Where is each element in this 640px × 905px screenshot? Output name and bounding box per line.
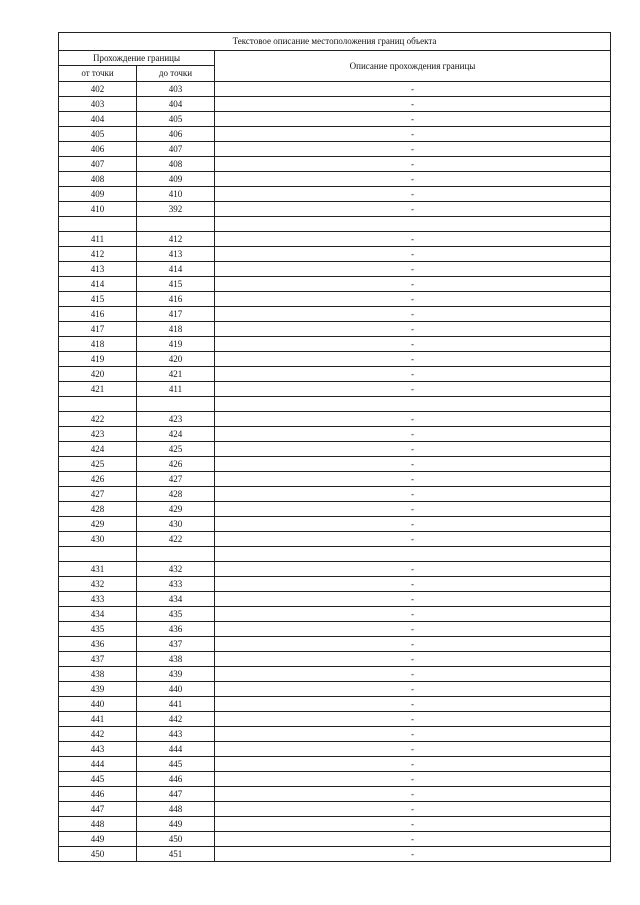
table-row bbox=[59, 202, 611, 217]
from-point-cell: 405 bbox=[59, 127, 137, 142]
from-point-cell bbox=[59, 397, 137, 412]
to-point-cell: 419 bbox=[137, 337, 215, 352]
description-cell bbox=[215, 397, 611, 412]
to-point-cell: 420 bbox=[137, 352, 215, 367]
description-cell: - bbox=[215, 427, 611, 442]
description-cell: - bbox=[215, 577, 611, 592]
from-point-cell: 414 bbox=[59, 277, 137, 292]
to-point-cell: 422 bbox=[137, 532, 215, 547]
boundary-passage-header: Прохождение границы bbox=[59, 51, 215, 66]
table-row bbox=[59, 697, 611, 712]
separator-row bbox=[59, 217, 611, 232]
to-point-cell: 425 bbox=[137, 442, 215, 457]
table-row bbox=[59, 352, 611, 367]
to-point-cell: 416 bbox=[137, 292, 215, 307]
description-cell: - bbox=[215, 817, 611, 832]
to-point-cell: 428 bbox=[137, 487, 215, 502]
to-point-cell: 392 bbox=[137, 202, 215, 217]
table-body bbox=[59, 82, 611, 862]
to-point-cell: 418 bbox=[137, 322, 215, 337]
table-row bbox=[59, 142, 611, 157]
from-point-cell: 406 bbox=[59, 142, 137, 157]
from-point-cell: 431 bbox=[59, 562, 137, 577]
from-point-cell: 437 bbox=[59, 652, 137, 667]
description-cell: - bbox=[215, 772, 611, 787]
table-row bbox=[59, 322, 611, 337]
table-row bbox=[59, 742, 611, 757]
from-point-cell bbox=[59, 217, 137, 232]
to-point-cell: 429 bbox=[137, 502, 215, 517]
description-cell: - bbox=[215, 262, 611, 277]
table-row bbox=[59, 457, 611, 472]
to-point-cell: 451 bbox=[137, 847, 215, 862]
from-point-cell: 409 bbox=[59, 187, 137, 202]
table-row bbox=[59, 412, 611, 427]
table-row bbox=[59, 127, 611, 142]
description-cell: - bbox=[215, 712, 611, 727]
table-row bbox=[59, 562, 611, 577]
to-point-cell: 407 bbox=[137, 142, 215, 157]
to-point-cell: 410 bbox=[137, 187, 215, 202]
to-point-cell: 446 bbox=[137, 772, 215, 787]
from-point-cell: 423 bbox=[59, 427, 137, 442]
to-point-cell: 448 bbox=[137, 802, 215, 817]
description-column-header: Описание прохождения границы bbox=[215, 51, 611, 82]
table-row bbox=[59, 832, 611, 847]
from-point-cell: 432 bbox=[59, 577, 137, 592]
to-point-cell: 450 bbox=[137, 832, 215, 847]
from-point-cell: 429 bbox=[59, 517, 137, 532]
from-point-cell: 439 bbox=[59, 682, 137, 697]
from-point-cell: 404 bbox=[59, 112, 137, 127]
table-row bbox=[59, 712, 611, 727]
description-cell: - bbox=[215, 82, 611, 97]
from-point-cell: 449 bbox=[59, 832, 137, 847]
to-point-cell: 430 bbox=[137, 517, 215, 532]
to-point-cell: 433 bbox=[137, 577, 215, 592]
description-cell: - bbox=[215, 622, 611, 637]
description-cell: - bbox=[215, 697, 611, 712]
from-point-cell: 440 bbox=[59, 697, 137, 712]
to-point-cell: 424 bbox=[137, 427, 215, 442]
table-row bbox=[59, 817, 611, 832]
from-point-cell: 407 bbox=[59, 157, 137, 172]
description-cell: - bbox=[215, 607, 611, 622]
to-point-cell: 447 bbox=[137, 787, 215, 802]
to-point-cell: 412 bbox=[137, 232, 215, 247]
from-point-cell: 430 bbox=[59, 532, 137, 547]
from-point-cell: 411 bbox=[59, 232, 137, 247]
description-cell: - bbox=[215, 322, 611, 337]
table-row bbox=[59, 472, 611, 487]
description-cell: - bbox=[215, 187, 611, 202]
table-row bbox=[59, 262, 611, 277]
from-point-cell: 446 bbox=[59, 787, 137, 802]
description-cell: - bbox=[215, 517, 611, 532]
from-point-cell: 427 bbox=[59, 487, 137, 502]
to-point-cell: 405 bbox=[137, 112, 215, 127]
from-point-cell: 434 bbox=[59, 607, 137, 622]
to-point-cell: 417 bbox=[137, 307, 215, 322]
to-point-cell: 426 bbox=[137, 457, 215, 472]
to-point-cell: 411 bbox=[137, 382, 215, 397]
description-cell: - bbox=[215, 112, 611, 127]
description-cell: - bbox=[215, 127, 611, 142]
table-row bbox=[59, 367, 611, 382]
from-point-cell: 420 bbox=[59, 367, 137, 382]
from-point-cell: 416 bbox=[59, 307, 137, 322]
description-cell: - bbox=[215, 532, 611, 547]
table-row bbox=[59, 652, 611, 667]
to-point-cell: 415 bbox=[137, 277, 215, 292]
from-point-cell: 421 bbox=[59, 382, 137, 397]
from-point-cell: 415 bbox=[59, 292, 137, 307]
description-cell: - bbox=[215, 247, 611, 262]
from-point-cell: 444 bbox=[59, 757, 137, 772]
table-row bbox=[59, 427, 611, 442]
description-cell: - bbox=[215, 202, 611, 217]
to-point-cell: 445 bbox=[137, 757, 215, 772]
to-point-cell: 444 bbox=[137, 742, 215, 757]
description-cell: - bbox=[215, 277, 611, 292]
table-row bbox=[59, 382, 611, 397]
table-row bbox=[59, 232, 611, 247]
from-point-cell: 403 bbox=[59, 97, 137, 112]
to-point-cell: 423 bbox=[137, 412, 215, 427]
separator-row bbox=[59, 547, 611, 562]
table-row bbox=[59, 442, 611, 457]
from-point-cell: 422 bbox=[59, 412, 137, 427]
from-point-cell: 436 bbox=[59, 637, 137, 652]
description-cell: - bbox=[215, 592, 611, 607]
to-point-cell: 441 bbox=[137, 697, 215, 712]
table-row bbox=[59, 757, 611, 772]
from-point-cell: 438 bbox=[59, 667, 137, 682]
from-point-cell: 435 bbox=[59, 622, 137, 637]
from-point-cell: 443 bbox=[59, 742, 137, 757]
description-cell: - bbox=[215, 472, 611, 487]
description-cell: - bbox=[215, 457, 611, 472]
from-point-cell: 450 bbox=[59, 847, 137, 862]
to-point-cell: 414 bbox=[137, 262, 215, 277]
to-point-cell: 439 bbox=[137, 667, 215, 682]
to-point-cell: 406 bbox=[137, 127, 215, 142]
to-point-cell: 436 bbox=[137, 622, 215, 637]
description-cell: - bbox=[215, 667, 611, 682]
table-row bbox=[59, 82, 611, 97]
from-point-column-header: от точки bbox=[59, 66, 137, 82]
description-cell: - bbox=[215, 142, 611, 157]
description-cell: - bbox=[215, 412, 611, 427]
from-point-cell: 410 bbox=[59, 202, 137, 217]
table-row bbox=[59, 277, 611, 292]
to-point-cell: 432 bbox=[137, 562, 215, 577]
to-point-column-header: до точки bbox=[137, 66, 215, 82]
from-point-cell: 442 bbox=[59, 727, 137, 742]
from-point-cell: 408 bbox=[59, 172, 137, 187]
description-cell: - bbox=[215, 802, 611, 817]
description-cell: - bbox=[215, 382, 611, 397]
description-cell: - bbox=[215, 652, 611, 667]
from-point-cell: 424 bbox=[59, 442, 137, 457]
table-row bbox=[59, 787, 611, 802]
to-point-cell: 438 bbox=[137, 652, 215, 667]
description-cell: - bbox=[215, 97, 611, 112]
description-cell bbox=[215, 217, 611, 232]
description-cell: - bbox=[215, 757, 611, 772]
description-cell: - bbox=[215, 307, 611, 322]
table-row bbox=[59, 772, 611, 787]
description-cell: - bbox=[215, 337, 611, 352]
table-row bbox=[59, 592, 611, 607]
table-row bbox=[59, 802, 611, 817]
description-cell: - bbox=[215, 442, 611, 457]
description-cell: - bbox=[215, 787, 611, 802]
description-cell: - bbox=[215, 487, 611, 502]
from-point-cell: 441 bbox=[59, 712, 137, 727]
table-row bbox=[59, 307, 611, 322]
to-point-cell: 443 bbox=[137, 727, 215, 742]
table-row bbox=[59, 112, 611, 127]
table-row bbox=[59, 187, 611, 202]
description-cell: - bbox=[215, 742, 611, 757]
to-point-cell: 440 bbox=[137, 682, 215, 697]
table-row bbox=[59, 577, 611, 592]
to-point-cell: 442 bbox=[137, 712, 215, 727]
table-row bbox=[59, 532, 611, 547]
boundary-description-table bbox=[58, 32, 611, 862]
table-row bbox=[59, 292, 611, 307]
from-point-cell: 448 bbox=[59, 817, 137, 832]
from-point-cell bbox=[59, 547, 137, 562]
table-row bbox=[59, 607, 611, 622]
description-cell: - bbox=[215, 172, 611, 187]
from-point-cell: 412 bbox=[59, 247, 137, 262]
from-point-cell: 413 bbox=[59, 262, 137, 277]
separator-row bbox=[59, 397, 611, 412]
to-point-cell bbox=[137, 547, 215, 562]
from-point-cell: 425 bbox=[59, 457, 137, 472]
description-cell: - bbox=[215, 292, 611, 307]
to-point-cell: 437 bbox=[137, 637, 215, 652]
to-point-cell: 408 bbox=[137, 157, 215, 172]
table-row bbox=[59, 517, 611, 532]
table-row bbox=[59, 487, 611, 502]
to-point-cell bbox=[137, 397, 215, 412]
from-point-cell: 419 bbox=[59, 352, 137, 367]
from-point-cell: 428 bbox=[59, 502, 137, 517]
table-row bbox=[59, 172, 611, 187]
to-point-cell: 403 bbox=[137, 82, 215, 97]
from-point-cell: 447 bbox=[59, 802, 137, 817]
table-title: Текстовое описание местоположения границ объекта bbox=[59, 33, 611, 51]
to-point-cell: 413 bbox=[137, 247, 215, 262]
table-row bbox=[59, 337, 611, 352]
description-cell: - bbox=[215, 562, 611, 577]
to-point-cell: 434 bbox=[137, 592, 215, 607]
from-point-cell: 433 bbox=[59, 592, 137, 607]
table-row bbox=[59, 727, 611, 742]
table-row bbox=[59, 97, 611, 112]
table-row bbox=[59, 247, 611, 262]
description-cell bbox=[215, 547, 611, 562]
from-point-cell: 417 bbox=[59, 322, 137, 337]
description-cell: - bbox=[215, 157, 611, 172]
to-point-cell: 449 bbox=[137, 817, 215, 832]
from-point-cell: 426 bbox=[59, 472, 137, 487]
table-row bbox=[59, 157, 611, 172]
table-row bbox=[59, 622, 611, 637]
description-cell: - bbox=[215, 727, 611, 742]
description-cell: - bbox=[215, 832, 611, 847]
to-point-cell: 421 bbox=[137, 367, 215, 382]
from-point-cell: 445 bbox=[59, 772, 137, 787]
to-point-cell: 435 bbox=[137, 607, 215, 622]
description-cell: - bbox=[215, 682, 611, 697]
to-point-cell: 409 bbox=[137, 172, 215, 187]
table-row bbox=[59, 502, 611, 517]
table-row bbox=[59, 682, 611, 697]
description-cell: - bbox=[215, 637, 611, 652]
table-row bbox=[59, 667, 611, 682]
description-cell: - bbox=[215, 847, 611, 862]
description-cell: - bbox=[215, 232, 611, 247]
table-row bbox=[59, 847, 611, 862]
table-header bbox=[59, 33, 611, 82]
description-cell: - bbox=[215, 352, 611, 367]
from-point-cell: 418 bbox=[59, 337, 137, 352]
to-point-cell: 404 bbox=[137, 97, 215, 112]
table-row bbox=[59, 637, 611, 652]
description-cell: - bbox=[215, 502, 611, 517]
document-page bbox=[58, 32, 610, 862]
from-point-cell: 402 bbox=[59, 82, 137, 97]
to-point-cell bbox=[137, 217, 215, 232]
description-cell: - bbox=[215, 367, 611, 382]
to-point-cell: 427 bbox=[137, 472, 215, 487]
